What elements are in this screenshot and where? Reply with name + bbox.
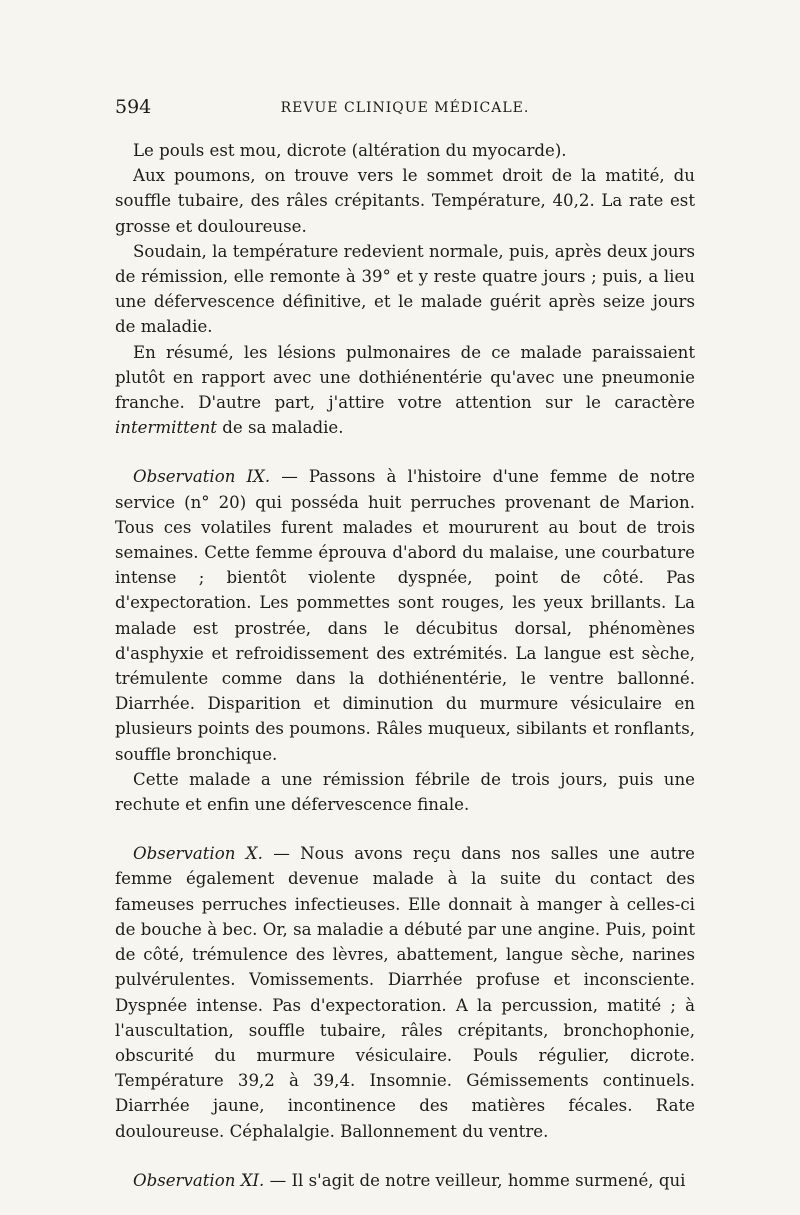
emphasis: intermittent: [115, 418, 217, 438]
observation-x: Observation X. — Nous avons reçu dans nos salles une autre femme également devenue malade à la suite du contact des fameuses perruches infectieuses. Elle donnait à manger à celles-ci de bouche à bec. Or, sa maladie a débuté par une angine. Puis, point de côté, trémulence des lèvres, abattement, langue sèche, narines pulvérulentes. Vomissements. Diarrhée profuse et inconsciente. Dyspnée intense. Pas d'expectoration. A la percussion, matité ; à l'auscultation, souffle tubaire, râles crépitants, bronchophonie, obscurité du murmure vésiculaire. Pouls régulier, dicrote. Température 39,2 à 39,4. Insomnie. Gémissements continuels. Diarrhée jaune, incontinence des matières fécales. Rate douloureuse. Céphalalgie. Ballonnement du ventre.: [115, 844, 695, 1141]
observation-heading: Observation IX.: [133, 467, 271, 487]
paragraph: Aux poumons, on trouve vers le sommet droit de la matité, du souffle tubaire, des râles crépitants. Température, 40,2. La rate est grosse et douloureuse.: [115, 166, 695, 236]
observation-ix: Observation IX. — Passons à l'histoire d'une femme de notre service (n° 20) qui posséda huit perruches provenant de Marion. Tous ces volatiles furent malades et moururent au bout de trois semaines. Cette femme éprouva d'abord du malaise, une courbature intense ; bientôt violente dyspnée, point de côté. Pas d'expectoration. Les pommettes sont rouges, les yeux brillants. La malade est prostrée, dans le décubitus dorsal, phénomènes d'asphyxie et refroidissement des extrémités. La langue est sèche, trémulente comme dans la dothiénentérie, le ventre ballonné. Diarrhée. Disparition et diminution du murmure vésiculaire en plusieurs points des poumons. Râles muqueux, sibilants et ronflants, souffle bronchique.: [115, 467, 695, 764]
paragraph: Le pouls est mou, dicrote (altération du myocarde).: [133, 141, 567, 160]
body-text: [115, 138, 695, 1193]
page-number: 594: [115, 96, 152, 118]
observation-heading: Observation XI.: [133, 1170, 265, 1190]
paragraph: Soudain, la température redevient normale, puis, après deux jours de rémission, elle remonte à 39° et y reste quatre jours ; puis, a lieu une défervescence définitive, et le malade guérit après seize jours de maladie.: [115, 241, 695, 337]
observation-xi: Observation XI. — Il s'agit de notre veilleur, homme surmené, qui: [133, 1170, 686, 1190]
page-header: [115, 96, 695, 126]
paragraph: Cette malade a une rémission fébrile de trois jours, puis une rechute et enfin une défervescence finale.: [115, 769, 695, 815]
paragraph: En résumé, les lésions pulmonaires de ce malade paraissaient plutôt en rapport avec une dothiénentérie qu'avec une pneumonie franche. D'autre part, j'attire votre attention sur le caractère intermittent de sa maladie.: [115, 342, 695, 438]
running-head: REVUE CLINIQUE MÉDICALE.: [280, 100, 530, 116]
observation-heading: Observation X.: [133, 844, 263, 864]
